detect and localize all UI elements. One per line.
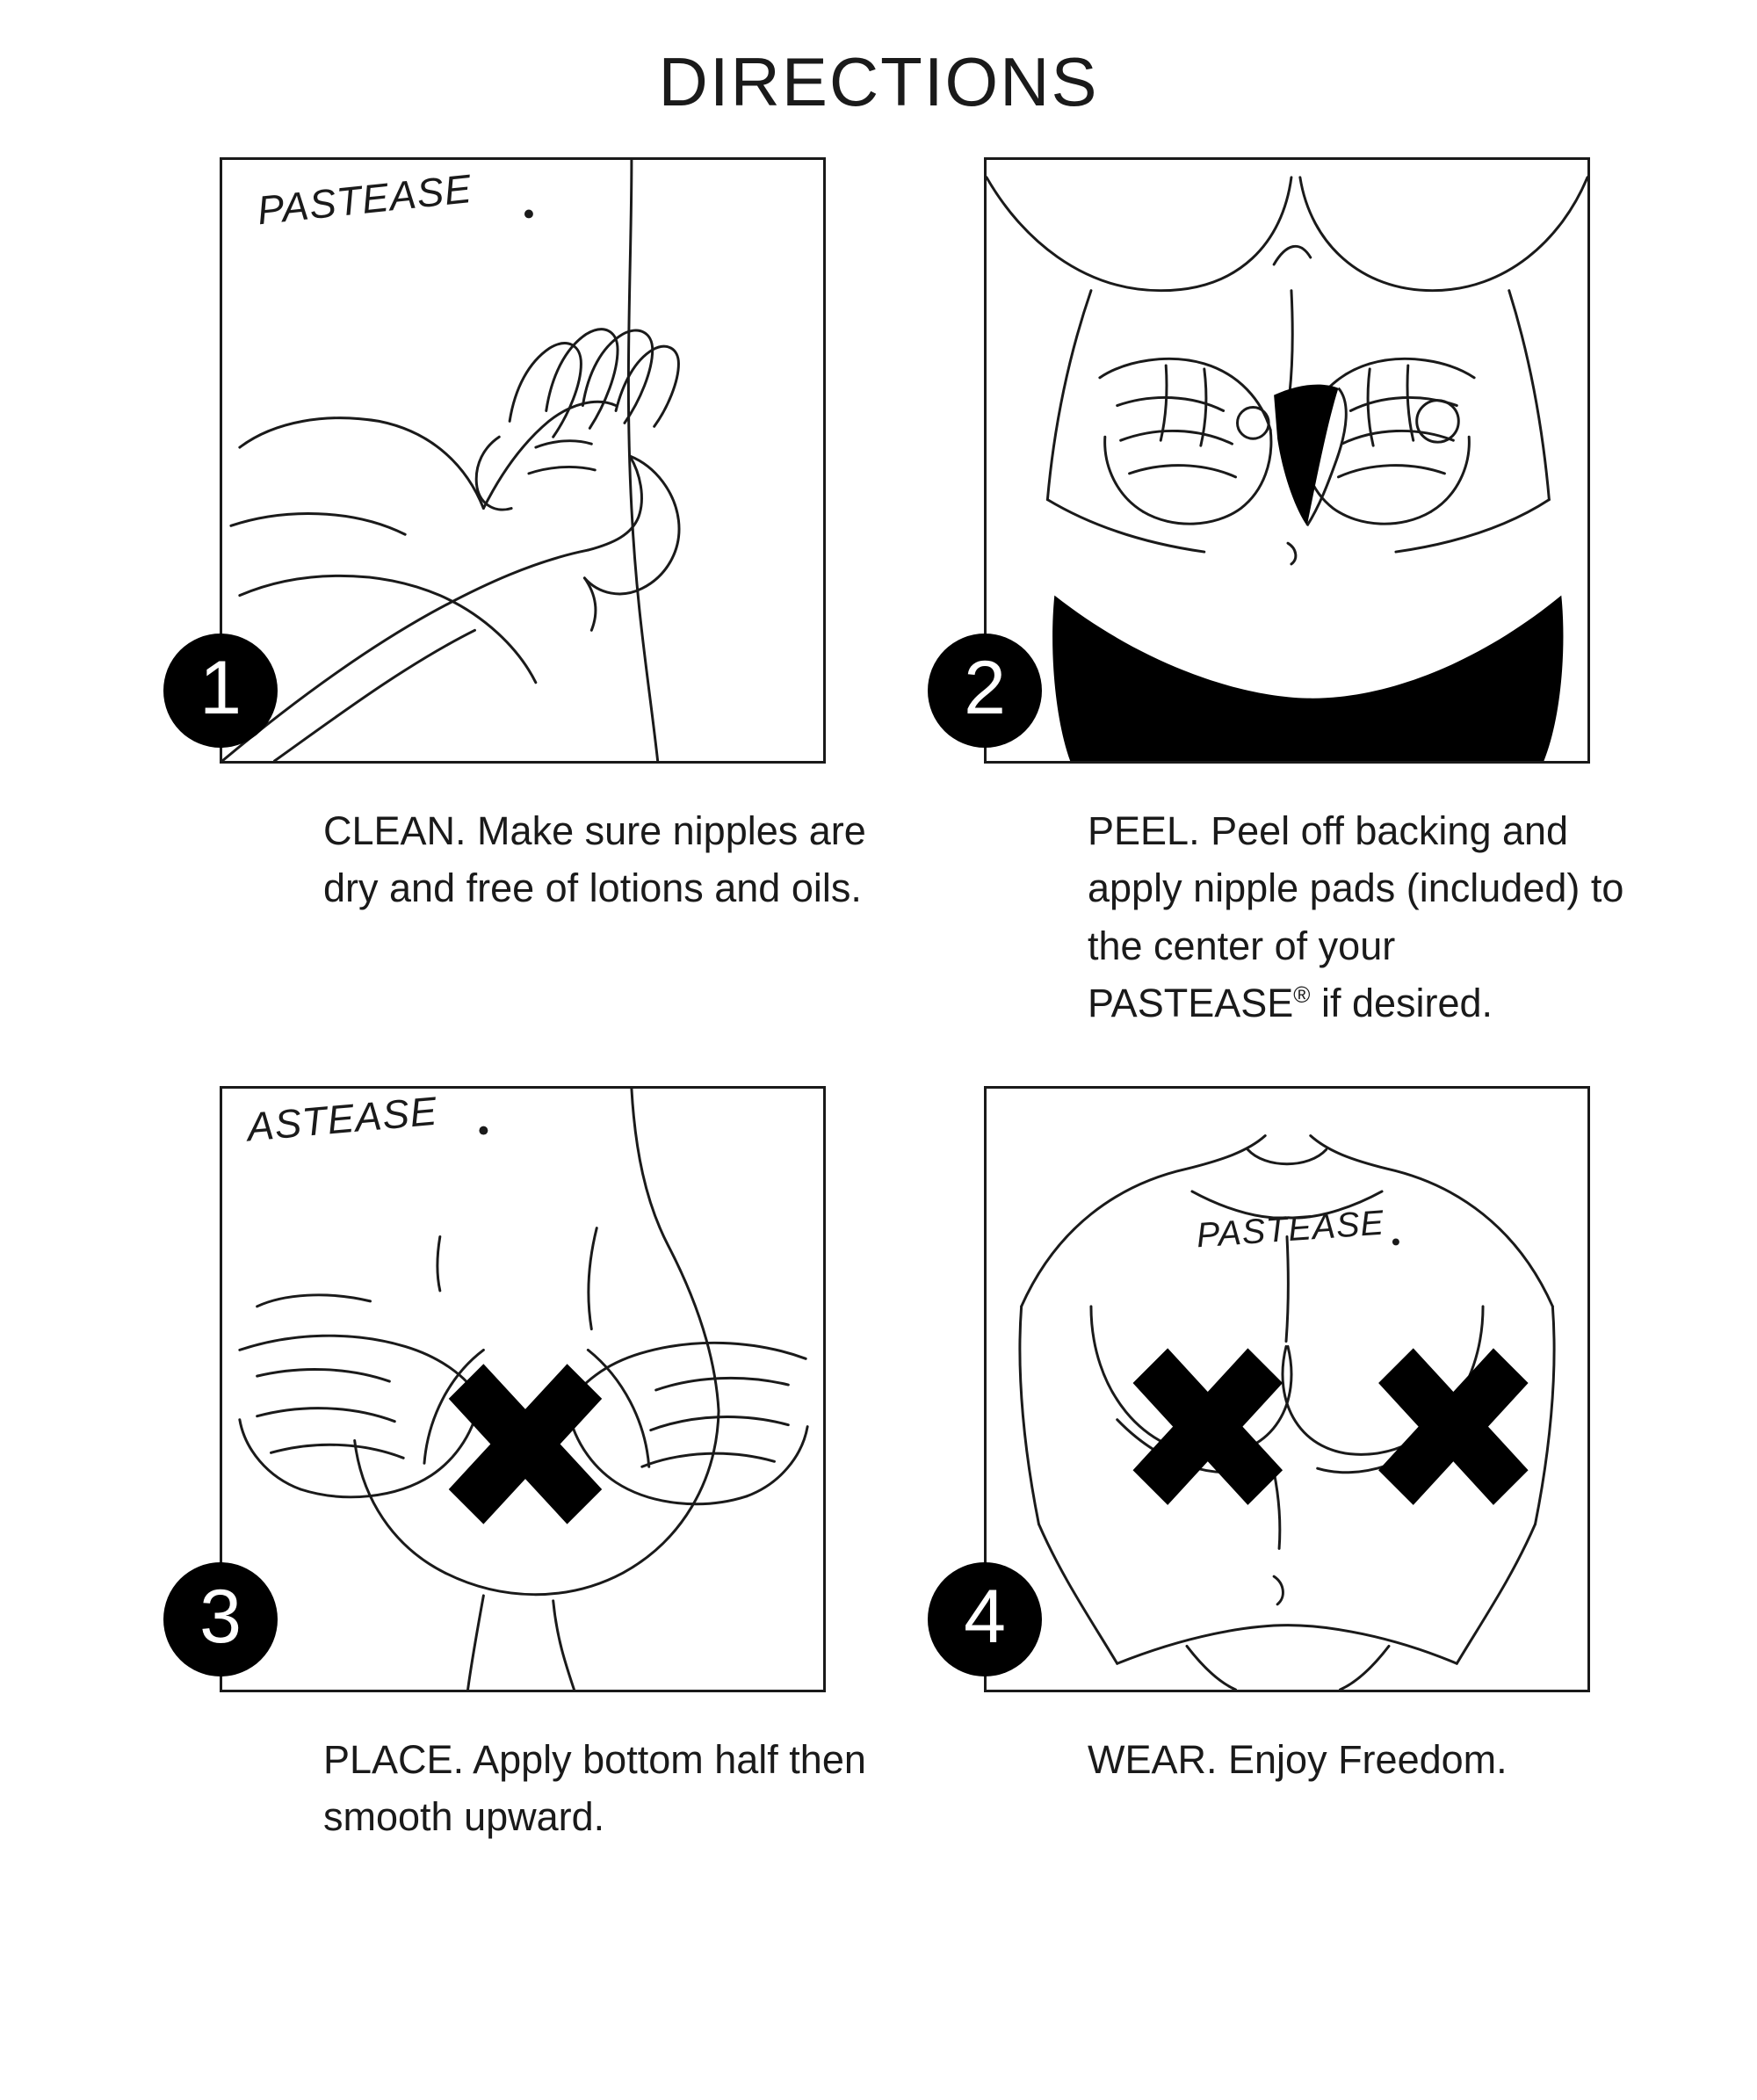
step-1-illustration: [220, 157, 826, 764]
step-2-caption-part1: PEEL. Peel off backing and apply nipple pads (included) to the center of your PASTEASE: [1088, 808, 1624, 1025]
svg-text:PASTEASE: PASTEASE: [1195, 1203, 1386, 1256]
step-2: [878, 157, 1625, 1032]
svg-text:PASTEASE: PASTEASE: [255, 165, 474, 234]
svg-text:ASTEASE: ASTEASE: [245, 1089, 440, 1150]
step-4-illustration: [984, 1086, 1590, 1692]
step-3-caption: PLACE. Apply bottom half then smooth upward.: [323, 1737, 866, 1840]
step-1-number-badge: 1: [163, 634, 278, 748]
step-4-number-badge: 4: [928, 1562, 1042, 1676]
step-3-illustration: [220, 1086, 826, 1692]
step-2-caption-part2: if desired.: [1310, 980, 1493, 1025]
step-1-figure-wrap: [176, 157, 791, 772]
step-2-figure-wrap: [940, 157, 1555, 772]
step-4-caption: WEAR. Enjoy Freedom.: [1088, 1737, 1508, 1782]
step-4: [878, 1086, 1625, 1846]
step-3-number-badge: 3: [163, 1562, 278, 1676]
step-1: [132, 157, 878, 1032]
step-1-caption: CLEAN. Make sure nipples are dry and free of lotions and oils.: [323, 808, 866, 911]
step-3: [132, 1086, 878, 1846]
steps-grid: [0, 157, 1757, 1846]
page-title: DIRECTIONS: [658, 43, 1099, 120]
step-2-illustration: [984, 157, 1590, 764]
step-2-caption: [1088, 802, 1625, 1032]
step-4-figure-wrap: [940, 1086, 1555, 1701]
registered-mark: ®: [1293, 981, 1311, 1008]
step-2-number-badge: 2: [928, 634, 1042, 748]
step-3-figure-wrap: [176, 1086, 791, 1701]
